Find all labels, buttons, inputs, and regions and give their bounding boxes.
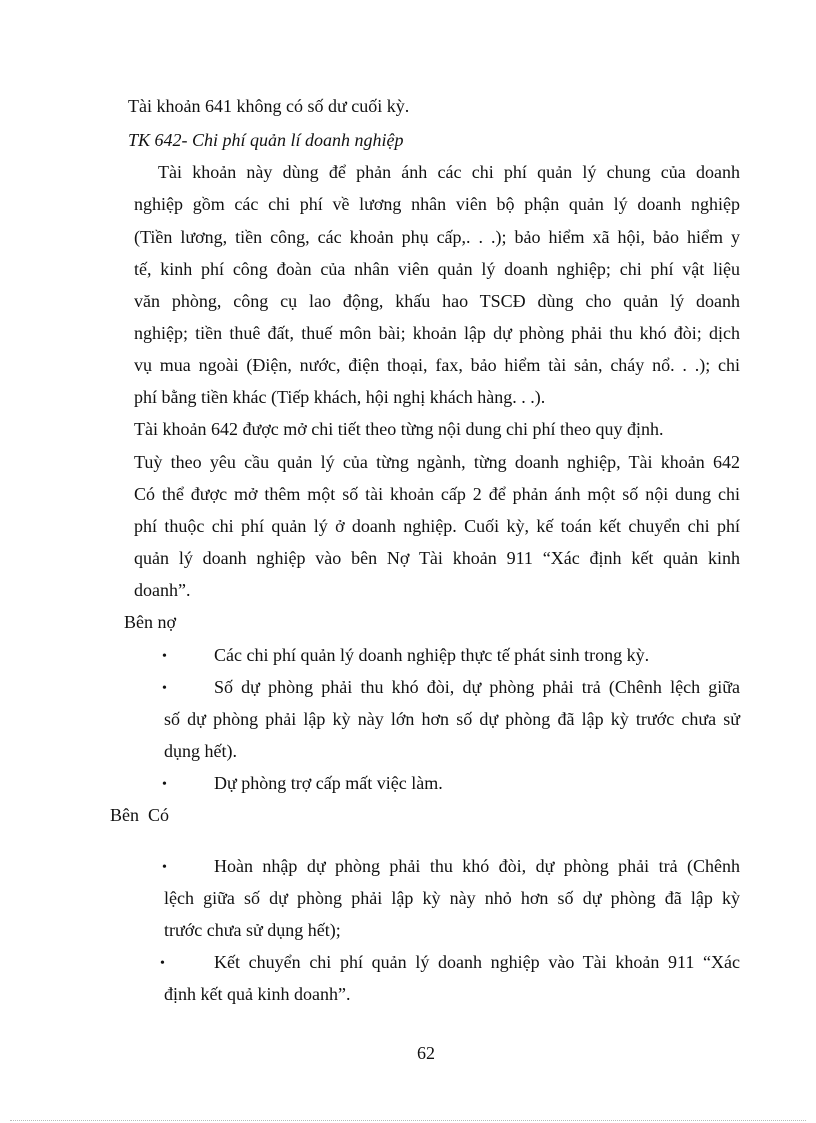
ben-co-label: Bên Có bbox=[110, 805, 170, 825]
page-number: 62 bbox=[417, 1043, 435, 1063]
paragraph-line: doanh”. bbox=[134, 580, 191, 600]
paragraph-line: Có thể được mở thêm một số tài khoản cấp 2 để phản ánh một số nội dung chi bbox=[134, 484, 740, 504]
list-item-text: Kết chuyển chi phí quản lý doanh nghiệp vào Tài khoản 911 “Xác bbox=[214, 952, 740, 972]
list-item-text: định kết quả kinh doanh”. bbox=[164, 984, 351, 1004]
list-item-text: Các chi phí quản lý doanh nghiệp thực tế phát sinh trong kỳ. bbox=[214, 645, 650, 665]
paragraph-line: (Tiền lương, tiền công, các khoản phụ cấp,. . .); bảo hiểm xã hội, bảo hiểm y bbox=[134, 227, 740, 247]
paragraph-line: văn phòng, công cụ lao động, khấu hao TSCĐ dùng cho quản lý doanh bbox=[134, 291, 740, 311]
list-item-text: dụng hết). bbox=[164, 741, 237, 761]
paragraph-detail-line: Tài khoản 642 được mở chi tiết theo từng nội dung chi phí theo quy định. bbox=[134, 419, 664, 439]
bullet-icon: • bbox=[162, 649, 167, 664]
paragraph-line: Tài khoản này dùng để phản ánh các chi phí quản lý chung của doanh bbox=[158, 162, 740, 182]
bullet-icon: • bbox=[162, 681, 167, 696]
list-item-text: Dự phòng trợ cấp mất việc làm. bbox=[214, 773, 443, 793]
bullet-icon: • bbox=[162, 860, 167, 875]
section-heading: TK 642- Chi phí quản lí doanh nghiệp bbox=[128, 130, 404, 150]
paragraph-line: nghiệp gồm các chi phí về lương nhân viên bộ phận quản lý doanh nghiệp bbox=[134, 194, 740, 214]
bullet-icon: • bbox=[160, 956, 165, 971]
list-item-text: lệch giữa số dự phòng phải lập kỳ này nhỏ hơn số dự phòng đã lập kỳ bbox=[164, 888, 740, 908]
paragraph-line: phí thuộc chi phí quản lý ở doanh nghiệp. Cuối kỳ, kế toán kết chuyển chi phí bbox=[134, 516, 740, 536]
bullet-icon: • bbox=[162, 777, 167, 792]
paragraph-line: vụ mua ngoài (Điện, nước, điện thoại, fax, bảo hiểm tài sản, cháy nổ. . .); chi bbox=[134, 355, 740, 375]
list-item-text: số dự phòng phải lập kỳ này lớn hơn số dự phòng đã lập kỳ trước chưa sử bbox=[164, 709, 740, 729]
paragraph-line: phí bằng tiền khác (Tiếp khách, hội nghị khách hàng. . .). bbox=[134, 387, 546, 407]
ben-no-label: Bên nợ bbox=[124, 612, 177, 632]
paragraph-line: tế, kinh phí công đoàn của nhân viên quản lý doanh nghiệp; chi phí vật liệu bbox=[134, 259, 740, 279]
page-bottom-divider bbox=[10, 1120, 806, 1121]
paragraph-line: Tuỳ theo yêu cầu quản lý của từng ngành, từng doanh nghiệp, Tài khoản 642 bbox=[134, 452, 740, 472]
list-item-text: Số dự phòng phải thu khó đòi, dự phòng phải trả (Chênh lệch giữa bbox=[214, 677, 740, 697]
list-item-text: trước chưa sử dụng hết); bbox=[164, 920, 341, 940]
paragraph-line: quản lý doanh nghiệp vào bên Nợ Tài khoản 911 “Xác định kết quản kinh bbox=[134, 548, 740, 568]
intro-line: Tài khoản 641 không có số dư cuối kỳ. bbox=[128, 96, 410, 116]
list-item-text: Hoàn nhập dự phòng phải thu khó đòi, dự phòng phải trả (Chênh bbox=[214, 856, 740, 876]
paragraph-line: nghiệp; tiền thuê đất, thuế môn bài; khoản lập dự phòng phải thu khó đòi; dịch bbox=[134, 323, 740, 343]
